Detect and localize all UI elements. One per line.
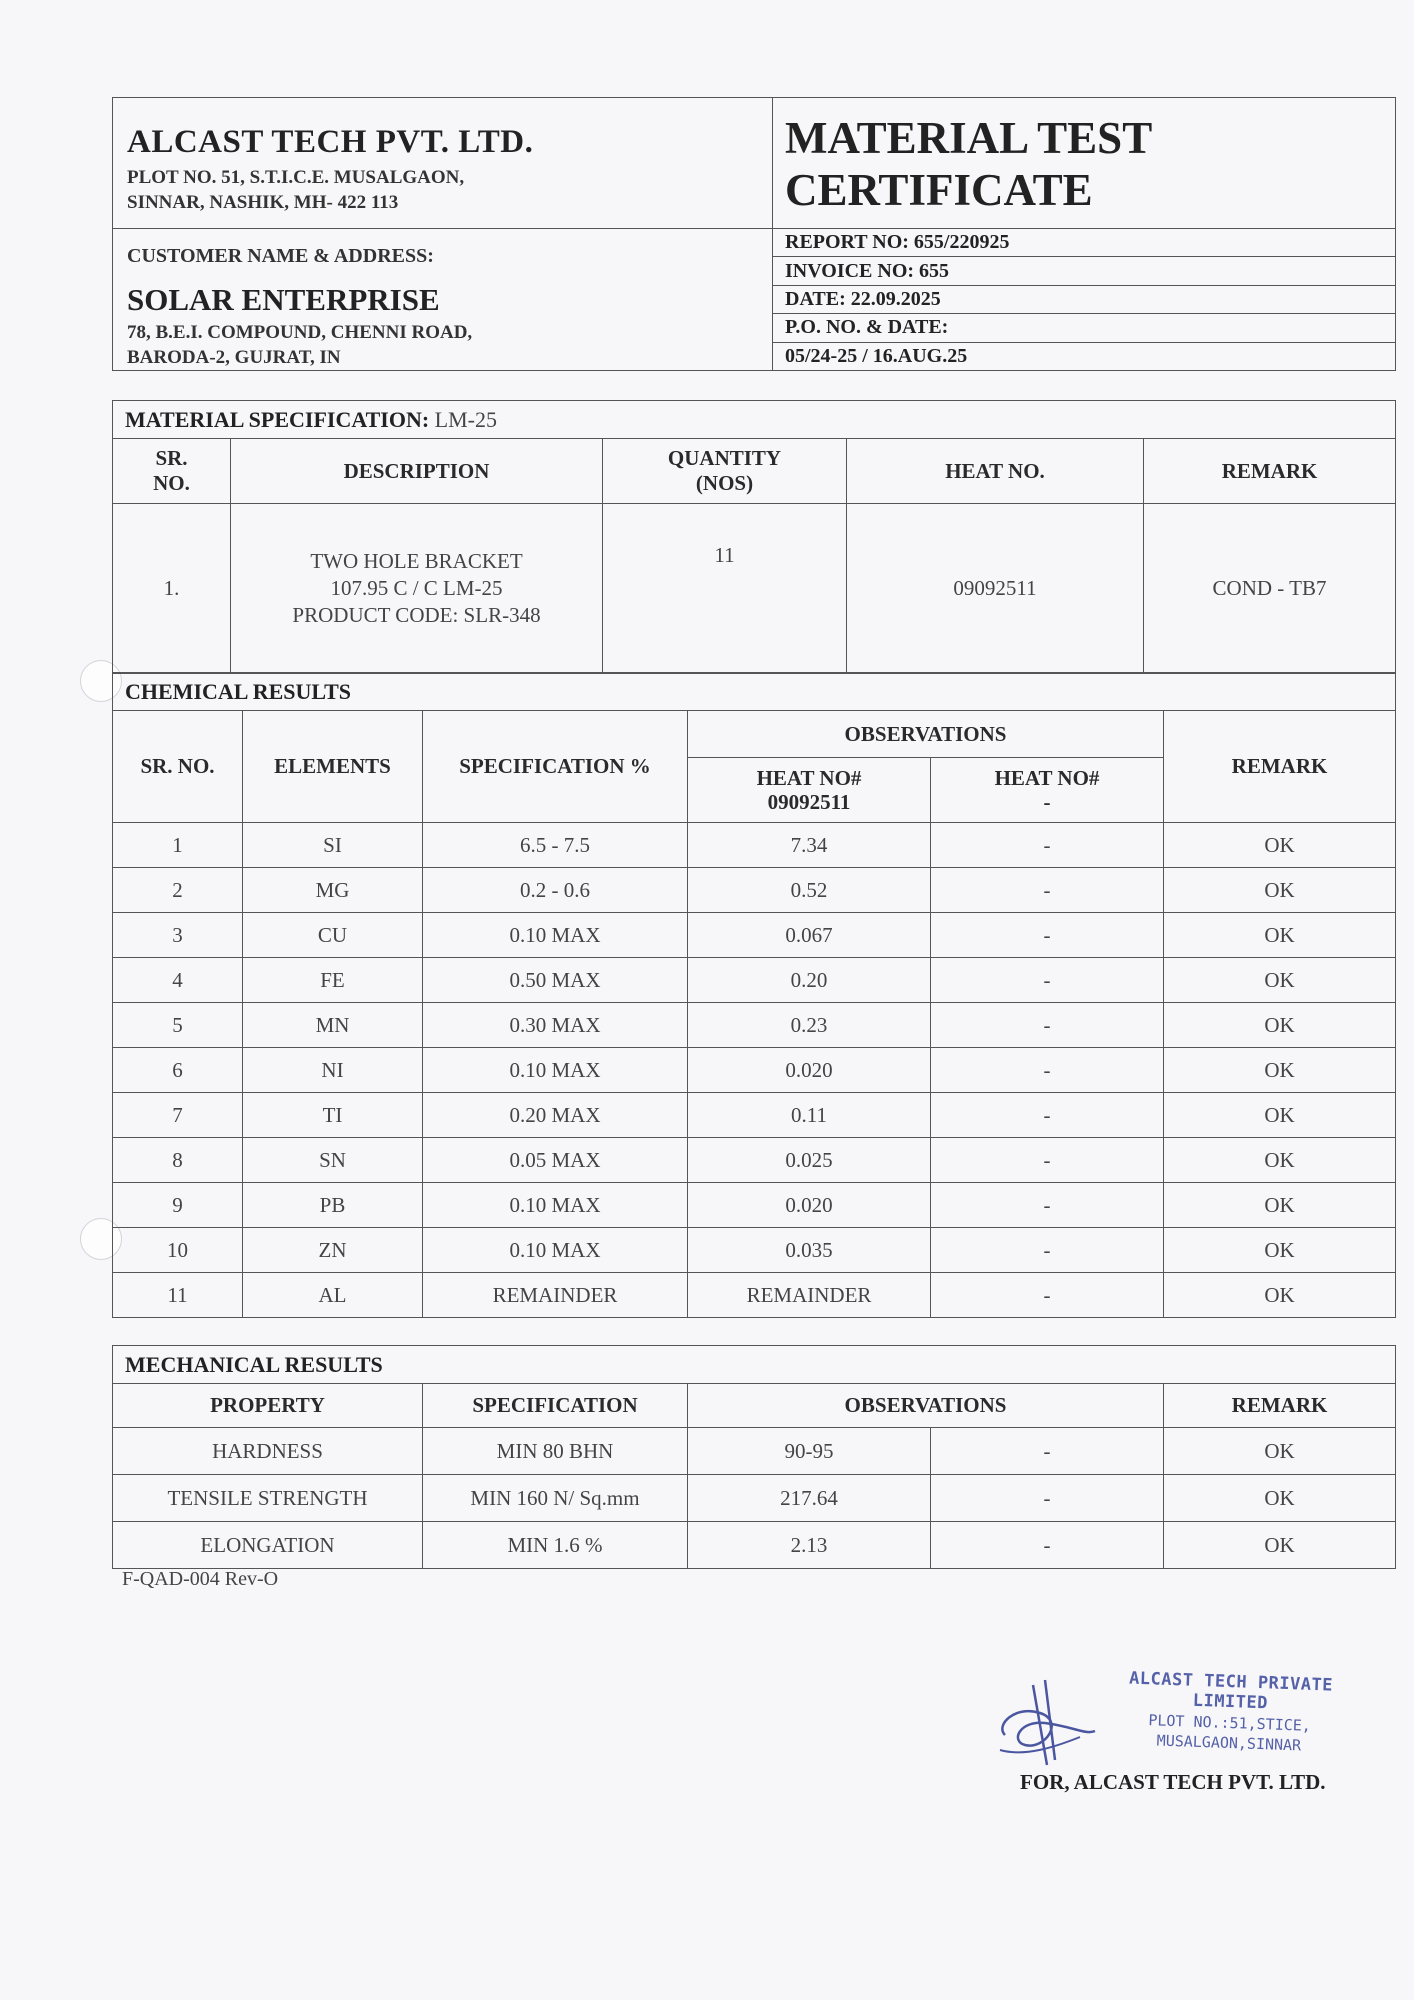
cell-element: AL (243, 1273, 423, 1318)
cell-quantity: 11 (603, 504, 847, 674)
cell-obs2: - (931, 1138, 1164, 1183)
cell-sr: 5 (113, 1003, 243, 1048)
cell-remark: OK (1164, 1093, 1396, 1138)
report-date: DATE: 22.09.2025 (773, 285, 1396, 313)
customer-label: CUSTOMER NAME & ADDRESS: (127, 245, 434, 267)
table-row (113, 1522, 1396, 1569)
document-title (773, 98, 1396, 229)
cell-remark: OK (1164, 1138, 1396, 1183)
col-header-remark: REMARK (1144, 439, 1396, 504)
cell-obs2: - (931, 1003, 1164, 1048)
cell-obs2: - (931, 1273, 1164, 1318)
description-line: 107.95 C / C LM-25 (330, 576, 503, 600)
cell-element: CU (243, 913, 423, 958)
cell-sr: 1. (113, 504, 231, 674)
col-header-heat-1 (688, 758, 931, 823)
stamp-line3: MUSALGAON,SINNAR (1156, 1731, 1302, 1755)
header-text: NO. (153, 471, 190, 495)
cell-remark: OK (1164, 1048, 1396, 1093)
document-title-line2: CERTIFICATE (785, 165, 1093, 215)
cell-spec: 0.2 - 0.6 (423, 868, 688, 913)
customer-name: SOLAR ENTERPRISE (127, 282, 440, 317)
table-row (113, 1428, 1396, 1475)
cell-sr: 3 (113, 913, 243, 958)
cell-obs1: 0.067 (688, 913, 931, 958)
chemical-results-title: CHEMICAL RESULTS (113, 673, 1396, 711)
company-name: ALCAST TECH PVT. LTD. (127, 124, 534, 160)
col-header-property: PROPERTY (113, 1384, 423, 1428)
cell-element: TI (243, 1093, 423, 1138)
col-header-sr-no: SR. NO. (113, 711, 243, 823)
cell-obs1: 0.025 (688, 1138, 931, 1183)
table-row (113, 1183, 1396, 1228)
cell-remark: OK (1164, 1522, 1396, 1569)
header-text: QUANTITY (667, 446, 782, 470)
cell-element: SN (243, 1138, 423, 1183)
cell-remark: OK (1164, 913, 1396, 958)
cell-spec: 0.30 MAX (423, 1003, 688, 1048)
cell-spec: 6.5 - 7.5 (423, 823, 688, 868)
mechanical-results-table (112, 1345, 1396, 1569)
stamp-line1: ALCAST TECH PRIVATE LIMITED (1128, 1668, 1334, 1714)
cell-obs2: - (931, 1093, 1164, 1138)
cell-obs2: - (931, 1428, 1164, 1475)
cell-obs2: - (931, 913, 1164, 958)
po-label: P.O. NO. & DATE: (773, 314, 1396, 342)
col-header-heat-no: HEAT NO. (847, 439, 1144, 504)
cell-obs2: - (931, 1183, 1164, 1228)
table-row (113, 1093, 1396, 1138)
signatory-label: FOR, ALCAST TECH PVT. LTD. (1020, 1770, 1326, 1794)
header-text: (NOS) (695, 471, 754, 495)
col-header-observations: OBSERVATIONS (688, 711, 1164, 758)
table-row (113, 1273, 1396, 1318)
cell-property: ELONGATION (113, 1522, 423, 1569)
cell-remark: OK (1164, 823, 1396, 868)
cell-remark: OK (1164, 1228, 1396, 1273)
header-text: 09092511 (767, 790, 851, 814)
description-line: TWO HOLE BRACKET (310, 549, 523, 573)
table-row (113, 1048, 1396, 1093)
col-header-quantity (603, 439, 847, 504)
cell-obs1: 0.20 (688, 958, 931, 1003)
header-text: HEAT NO# (994, 766, 1100, 790)
certificate-header (112, 97, 1396, 371)
cell-spec: 0.20 MAX (423, 1093, 688, 1138)
cell-obs1: 2.13 (688, 1522, 931, 1569)
cell-obs2: - (931, 823, 1164, 868)
mechanical-results-title: MECHANICAL RESULTS (113, 1346, 1396, 1384)
cell-obs2: - (931, 1048, 1164, 1093)
cell-spec: 0.10 MAX (423, 913, 688, 958)
material-spec-table (112, 400, 1396, 674)
form-code: F-QAD-004 Rev-O (122, 1568, 279, 1590)
cell-spec: 0.05 MAX (423, 1138, 688, 1183)
cell-heat-no: 09092511 (847, 504, 1144, 674)
cell-spec: MIN 160 N/ Sq.mm (423, 1475, 688, 1522)
col-header-specification: SPECIFICATION (423, 1384, 688, 1428)
cell-spec: 0.10 MAX (423, 1228, 688, 1273)
cell-spec: 0.10 MAX (423, 1048, 688, 1093)
cell-obs1: 7.34 (688, 823, 931, 868)
cell-remark: OK (1164, 958, 1396, 1003)
cell-remark: OK (1164, 1475, 1396, 1522)
cell-obs1: 0.035 (688, 1228, 931, 1273)
cell-sr: 6 (113, 1048, 243, 1093)
invoice-no: INVOICE NO: 655 (773, 257, 1396, 285)
cell-spec: 0.50 MAX (423, 958, 688, 1003)
cell-property: HARDNESS (113, 1428, 423, 1475)
cell-obs1: 0.23 (688, 1003, 931, 1048)
cell-sr: 9 (113, 1183, 243, 1228)
cell-element: FE (243, 958, 423, 1003)
cell-remark: OK (1164, 1428, 1396, 1475)
cell-remark: OK (1164, 1183, 1396, 1228)
cell-element: SI (243, 823, 423, 868)
customer-address-line2: BARODA-2, GUJRAT, IN (127, 347, 341, 368)
cell-element: NI (243, 1048, 423, 1093)
cell-sr: 10 (113, 1228, 243, 1273)
stamp-line2: PLOT NO.:51,STICE, (1148, 1711, 1312, 1735)
col-header-remark: REMARK (1164, 711, 1396, 823)
cell-obs1: 0.020 (688, 1183, 931, 1228)
cell-spec: 0.10 MAX (423, 1183, 688, 1228)
cell-sr: 11 (113, 1273, 243, 1318)
cell-spec: MIN 1.6 % (423, 1522, 688, 1569)
table-row (113, 1138, 1396, 1183)
col-header-description: DESCRIPTION (231, 439, 603, 504)
cell-obs1: REMAINDER (688, 1273, 931, 1318)
cell-remark: OK (1164, 868, 1396, 913)
table-row (113, 1228, 1396, 1273)
table-row (113, 1003, 1396, 1048)
cell-remark: OK (1164, 1273, 1396, 1318)
cell-sr: 4 (113, 958, 243, 1003)
cell-remark: COND - TB7 (1144, 504, 1396, 674)
cell-element: MN (243, 1003, 423, 1048)
cell-obs1: 0.11 (688, 1093, 931, 1138)
description-line: PRODUCT CODE: SLR-348 (292, 603, 541, 627)
cell-obs2: - (931, 1475, 1164, 1522)
cell-obs1: 217.64 (688, 1475, 931, 1522)
cell-obs2: - (931, 1522, 1164, 1569)
cell-obs2: - (931, 958, 1164, 1003)
table-row (113, 1475, 1396, 1522)
cell-element: ZN (243, 1228, 423, 1273)
material-spec-value: LM-25 (434, 406, 497, 432)
col-header-remark: REMARK (1164, 1384, 1396, 1428)
table-row (113, 504, 1396, 674)
po-value: 05/24-25 / 16.AUG.25 (773, 342, 1396, 370)
cell-spec: REMAINDER (423, 1273, 688, 1318)
material-spec-title (113, 401, 1396, 439)
cell-obs1: 90-95 (688, 1428, 931, 1475)
report-no: REPORT NO: 655/220925 (773, 229, 1396, 257)
cell-element: MG (243, 868, 423, 913)
cell-remark: OK (1164, 1003, 1396, 1048)
col-header-heat-2 (931, 758, 1164, 823)
cell-sr: 1 (113, 823, 243, 868)
col-header-specification: SPECIFICATION % (423, 711, 688, 823)
cell-element: PB (243, 1183, 423, 1228)
company-address-line1: PLOT NO. 51, S.T.I.C.E. MUSALGAON, (127, 167, 465, 188)
col-header-observations: OBSERVATIONS (688, 1384, 1164, 1428)
cell-spec: MIN 80 BHN (423, 1428, 688, 1475)
cell-sr: 8 (113, 1138, 243, 1183)
company-stamp (1089, 1667, 1372, 1757)
cell-obs2: - (931, 1228, 1164, 1273)
chemical-results-table (112, 672, 1396, 1318)
cell-obs1: 0.52 (688, 868, 931, 913)
header-text: HEAT NO# (756, 766, 862, 790)
document-title-line1: MATERIAL TEST (785, 113, 1153, 163)
signature-mark (985, 1665, 1105, 1775)
table-row (113, 823, 1396, 868)
table-row (113, 913, 1396, 958)
cell-obs1: 0.020 (688, 1048, 931, 1093)
cell-obs2: - (931, 868, 1164, 913)
col-header-elements: ELEMENTS (243, 711, 423, 823)
cell-property: TENSILE STRENGTH (113, 1475, 423, 1522)
material-spec-label: MATERIAL SPECIFICATION: (125, 406, 430, 432)
table-row (113, 868, 1396, 913)
customer-block (113, 229, 773, 371)
col-header-sr-no (113, 439, 231, 504)
cell-sr: 7 (113, 1093, 243, 1138)
company-address-line2: SINNAR, NASHIK, MH- 422 113 (127, 192, 399, 213)
company-block (113, 98, 773, 229)
header-text: SR. (155, 446, 188, 470)
cell-sr: 2 (113, 868, 243, 913)
customer-address-line1: 78, B.E.I. COMPOUND, CHENNI ROAD, (127, 322, 473, 343)
header-text: - (1043, 790, 1051, 814)
cell-description (231, 504, 603, 674)
table-row (113, 958, 1396, 1003)
